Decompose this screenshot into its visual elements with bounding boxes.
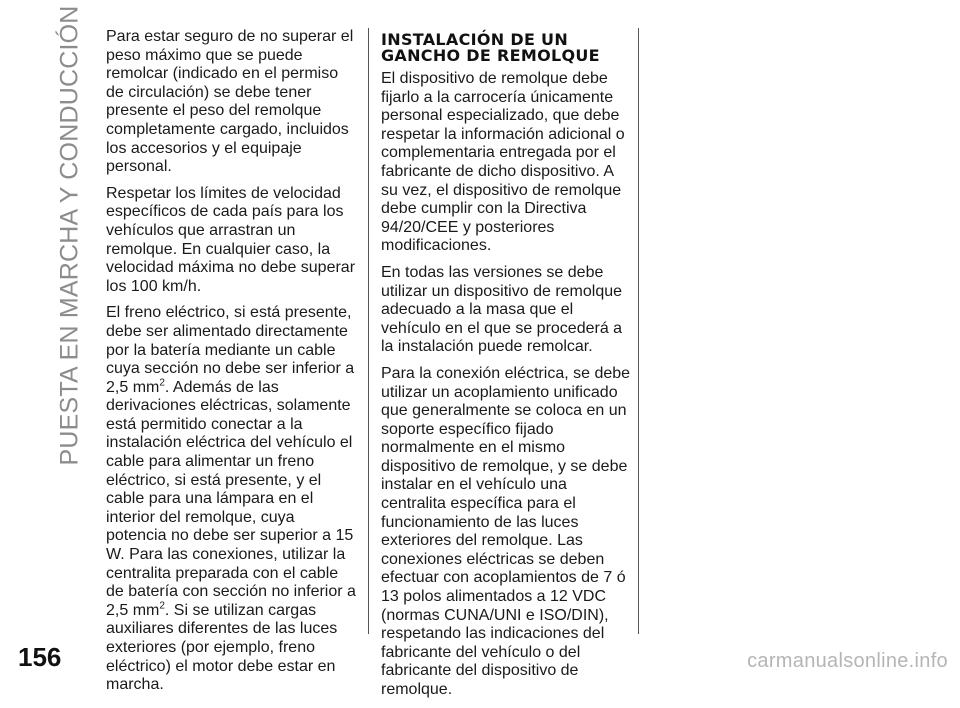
column-divider-right xyxy=(638,28,639,634)
left-paragraph-3 xyxy=(106,304,358,694)
right-paragraph-3: Para la conexión eléctrica, se debe utilizar un acoplamiento unificado que generalmente se coloca en un soporte específico fijado normalmente en el mismo dispositivo de remolque, y se debe instalar en el vehículo una centralita específica para el funcionamiento de las luces exteriores del remolque. Las conexiones eléctricas se deben efectuar con acoplamientos de 7 ó 13 polos alimentados a 12 VDC (normas CUNA/UNI e ISO/DIN), respetando las indicaciones del fabricante del vehículo o del fabricante del dispositivo de remolque. xyxy=(381,364,631,698)
page-number: 156 xyxy=(18,642,62,672)
right-paragraph-2: En todas las versiones se debe utilizar un dispositivo de remolque adecuado a la masa que el vehículo en el que se procederá a la instalación puede remolcar. xyxy=(381,263,623,356)
left-paragraph-3-part-b: . Además de las derivaciones eléctricas, solamente está permitido conectar a la instalación eléctrica del vehículo el cable para alimentar un freno eléctrico, si está presente, y el cable para una lámpara en el interior del remolque, cuya potencia no debe ser superior a 15 W. Para las conexiones, utilizar la centralita preparada con el cable de batería con sección no inferior a 2,5 mm xyxy=(106,378,356,619)
left-paragraph-3-part-a: El freno eléctrico, si está presente, debe ser alimentado directamente por la batería mediante un cable cuya sección no debe ser inferior a 2,5 mm xyxy=(106,304,355,396)
section-heading: INSTALACIÓN DE UN GANCHO DE REMOLQUE xyxy=(381,30,600,65)
chapter-side-title-text: PUESTA EN MARCHA Y CONDUCCIÓN xyxy=(55,4,84,466)
superscript-squared-1: 2 xyxy=(159,377,165,389)
right-paragraph-1: El dispositivo de remolque debe fijarlo a la carrocería únicamente personal especializado, que debe respetar la información adicional o complementaria entregada por el fabricante de dicho dispositivo. A su vez, el dispositivo de remolque debe cumplir con la Directiva 94/20/CEE y posteriores modificaciones. xyxy=(381,70,625,255)
left-text-column xyxy=(106,28,358,703)
chapter-side-title xyxy=(48,4,92,466)
right-text-column xyxy=(381,28,633,708)
left-paragraph-1: Para estar seguro de no superar el peso máximo que se puede remolcar (indicado en el permiso de circulación) se debe tener presente el peso del remolque completamente cargado, incluidos los accesorios y el equipaje personal. xyxy=(106,28,354,176)
column-divider-left xyxy=(368,28,369,634)
left-paragraph-3-part-c: . Si se utilizan cargas auxiliares diferentes de las luces exteriores (por ejemplo, freno eléctrico) el motor debe estar en marcha. xyxy=(106,601,338,694)
left-paragraph-2: Respetar los límites de velocidad específicos de cada país para los vehículos que arrastran un remolque. En cualquier caso, la velocidad máxima no debe superar los 100 km/h. xyxy=(106,184,356,295)
watermark: carmanualsonline.info xyxy=(747,650,948,672)
superscript-squared-2: 2 xyxy=(159,600,165,612)
